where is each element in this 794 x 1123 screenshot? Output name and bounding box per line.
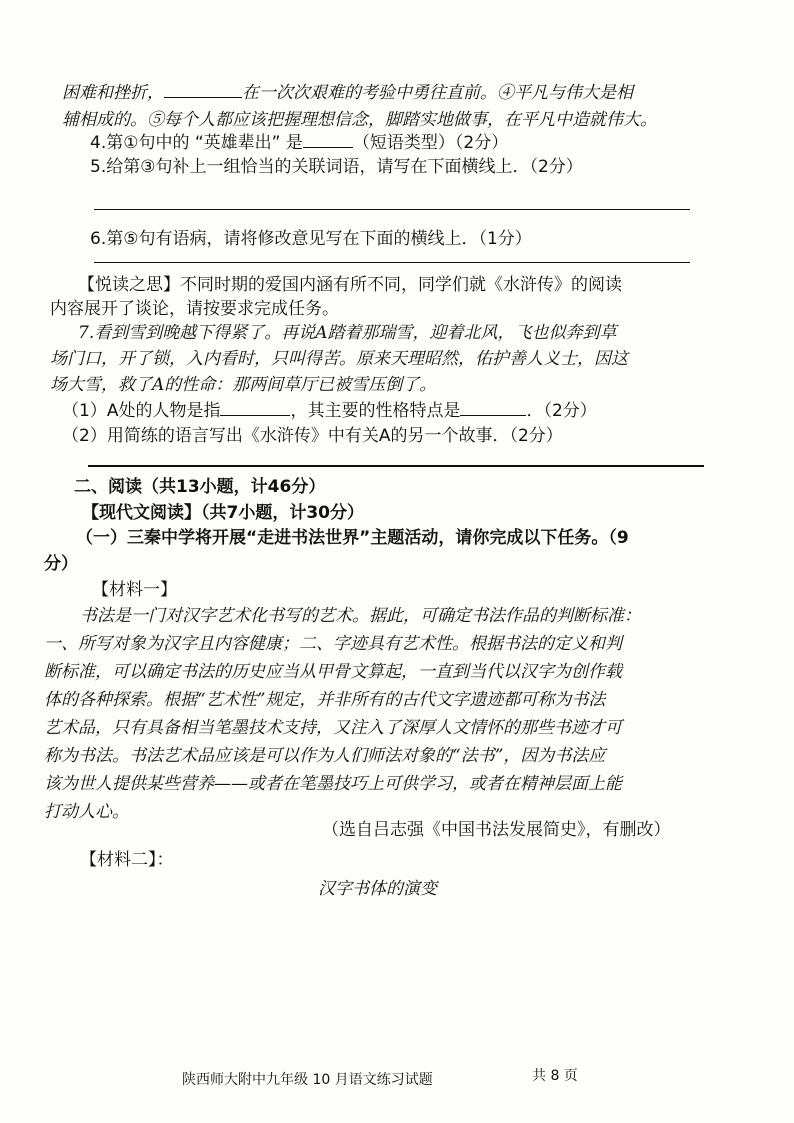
- material-1-line-7: 该为世人提供某些营养——或者在笔墨技巧上可供学习，或者在精神层面上能: [44, 774, 622, 794]
- question-7-part-1-a: （1）A处的人物是指: [62, 401, 221, 421]
- question-4-text: 4.第①句中的 “英雄辈出” 是: [90, 133, 303, 153]
- question-7-part-1: [62, 398, 597, 424]
- material-1-line-6: 称为书法。书法艺术品应该是可以作为人们师法对象的“法书”，因为书法应: [44, 746, 606, 766]
- material-1-heading: 【材料一】: [92, 580, 177, 600]
- section-2-heading: 二、阅读（共13小题，计46分）: [74, 477, 326, 497]
- question-5-answer-line[interactable]: [94, 209, 690, 210]
- passage-line-1-b: 在一次次艰难的考验中勇往直前。④平凡与伟大是相: [242, 83, 633, 103]
- material-1-source: （选自吕志强《中国书法发展简史》，有删改）: [322, 820, 671, 840]
- answer-blank[interactable]: [164, 81, 242, 98]
- task-1-heading: （一）三秦中学将开展“走进书法世界”主题活动，请你完成以下任务。（9: [76, 528, 629, 548]
- question-6-answer-line[interactable]: [94, 262, 690, 263]
- question-7-passage-1: 7.看到雪到晚越下得紧了。再说A踏着那瑞雪，迎着北风，飞也似奔到草: [78, 323, 617, 343]
- question-7-passage-3: 场大雪，救了A的性命：那两间草厅已被雪压倒了。: [50, 375, 437, 395]
- material-1-line-4: 体的各种探索。根据“艺术性”规定，并非所有的古代文字遗迹都可称为书法: [44, 690, 606, 710]
- passage-line-1-a: 困难和挫折，: [62, 83, 164, 103]
- reading-thoughts-line-1: 【悦读之思】不同时期的爱国内涵有所不同，同学们就《水浒传》的阅读: [78, 275, 622, 295]
- question-5: 5.给第③句补上一组恰当的关联词语，请写在下面横线上．（2分）: [90, 157, 583, 177]
- material-1-line-8: 打动人心。: [44, 802, 129, 822]
- material-2-heading: 【材料二】：: [80, 850, 174, 870]
- question-4-blank[interactable]: [303, 131, 353, 148]
- material-1-line-3: 断标准，可以确定书法的历史应当从甲骨文算起，一直到当代以汉字为创作载: [44, 662, 622, 682]
- task-1-heading-cont: 分）: [44, 554, 78, 574]
- question-4: [90, 130, 508, 156]
- material-1-line-5: 艺术品，只有具备相当笔墨技术支持，又注入了深厚人文情怀的那些书迹才可: [44, 718, 622, 738]
- modern-reading-heading: 【现代文阅读】（共7小题，计30分）: [82, 503, 364, 523]
- question-7-part-2: （2）用简练的语言写出《水浒传》中有关A的另一个故事．（2分）: [62, 426, 563, 446]
- material-1-line-1: 书法是一门对汉字艺术化书写的艺术。据此，可确定书法作品的判断标准：: [80, 606, 641, 626]
- material-2-title: 汉字书体的演变: [318, 879, 437, 899]
- passage-line-1: [62, 80, 633, 106]
- trait-blank[interactable]: [460, 399, 526, 416]
- passage-line-2: 辅相成的。⑤每个人都应该把握理想信念，脚踏实地做事，在平凡中造就伟大。: [62, 110, 657, 130]
- material-1-line-2: 一、所写对象为汉字且内容健康；二、字迹具有艺术性。根据书法的定义和判: [44, 634, 622, 654]
- question-7-passage-2: 场门口，开了锁，入内看时，只叫得苦。原来天理昭然，佑护善人义士，因这: [50, 349, 628, 369]
- character-blank[interactable]: [220, 399, 290, 416]
- question-6: 6.第⑤句有语病，请将修改意见写在下面的横线上．（1分）: [90, 229, 532, 249]
- question-7-part-1-c: ．（2分）: [526, 401, 597, 421]
- reading-thoughts-line-2: 内容展开了谈论，请按要求完成任务。: [50, 299, 339, 319]
- question-7-part-1-b: ，其主要的性格特点是: [290, 401, 461, 421]
- footer-page-count: 共 8 页: [532, 1068, 578, 1084]
- question-4-note: （短语类型）（2分）: [352, 133, 509, 153]
- footer-exam-title: 陕西师大附中九年级 10 月语文练习试题: [182, 1072, 433, 1088]
- question-7-answer-line[interactable]: [88, 465, 704, 467]
